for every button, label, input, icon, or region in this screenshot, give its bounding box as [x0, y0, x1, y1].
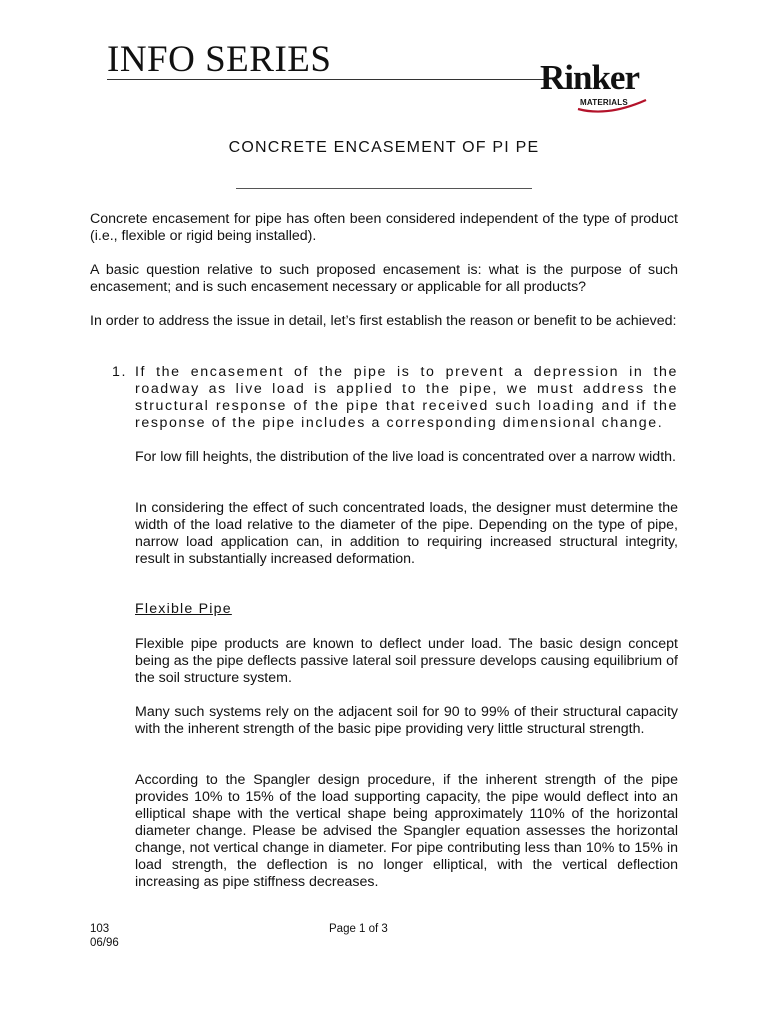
- rinker-logo: [538, 58, 658, 116]
- live-load-paragraph: For low fill heights, the distribution of the live load is concentrated over a narrow width.: [135, 449, 676, 465]
- page-number: Page 1 of 3: [329, 923, 388, 935]
- title-rule: [236, 188, 532, 189]
- logo-subtext: MATERIALS: [580, 98, 628, 107]
- document-number: 103: [90, 923, 110, 935]
- document-title: CONCRETE ENCASEMENT OF PI PE: [228, 139, 540, 156]
- intro-paragraph-2: A basic question relative to such proposed encasement is: what is the purpose of such encasement; and is such encasement necessary or applicable for all products?: [90, 262, 678, 295]
- flexible-pipe-heading: Flexible Pipe: [135, 601, 232, 617]
- flexible-paragraph-2: Many such systems rely on the adjacent soil for 90 to 99% of their structural capacity with the inherent strength of the basic pipe providing very little structural strength.: [135, 704, 678, 737]
- intro-paragraph-1: Concrete encasement for pipe has often been considered independent of the type of product (i.e., flexible or rigid being installed).: [90, 211, 678, 244]
- concentrated-loads-paragraph: In considering the effect of such concentrated loads, the designer must determine the width of the load relative to the diameter of the pipe. Depending on the type of pipe, narrow load application can, in addition to requiring increased structural integrity, result in substantially increased deformation.: [135, 500, 678, 567]
- header-rule: [107, 79, 545, 80]
- spangler-paragraph: According to the Spangler design procedure, if the inherent strength of the pipe provides 10% to 15% of the load supporting capacity, the pipe would deflect into an elliptical shape with the vertical shape being approximately 110% of the horizontal diameter change. Please be advised the Spangler equation assesses the horizontal change, not vertical change in diameter. For pipe contributing less than 10% to 15% in load strength, the deflection is no longer elliptical, with the vertical deflection increasing as pipe stiffness decreases.: [135, 772, 678, 890]
- document-date: 06/96: [90, 937, 119, 949]
- logo-wordmark: Rinker: [540, 58, 639, 97]
- list-item-text: If the encasement of the pipe is to prevent a depression in the roadway as live load is applied to the pipe, we must address the structural response of the pipe that received such loading and if the response of the pipe includes a corresponding dimensional change.: [135, 364, 678, 431]
- list-item-number: 1.: [112, 364, 128, 380]
- intro-paragraph-3: In order to address the issue in detail, let’s first establish the reason or benefit to be achieved:: [90, 313, 677, 329]
- flexible-paragraph-1: Flexible pipe products are known to deflect under load. The basic design concept being as the pipe deflects passive lateral soil pressure develops causing equilibrium of the soil structure system.: [135, 636, 678, 686]
- series-title: INFO SERIES: [107, 39, 332, 80]
